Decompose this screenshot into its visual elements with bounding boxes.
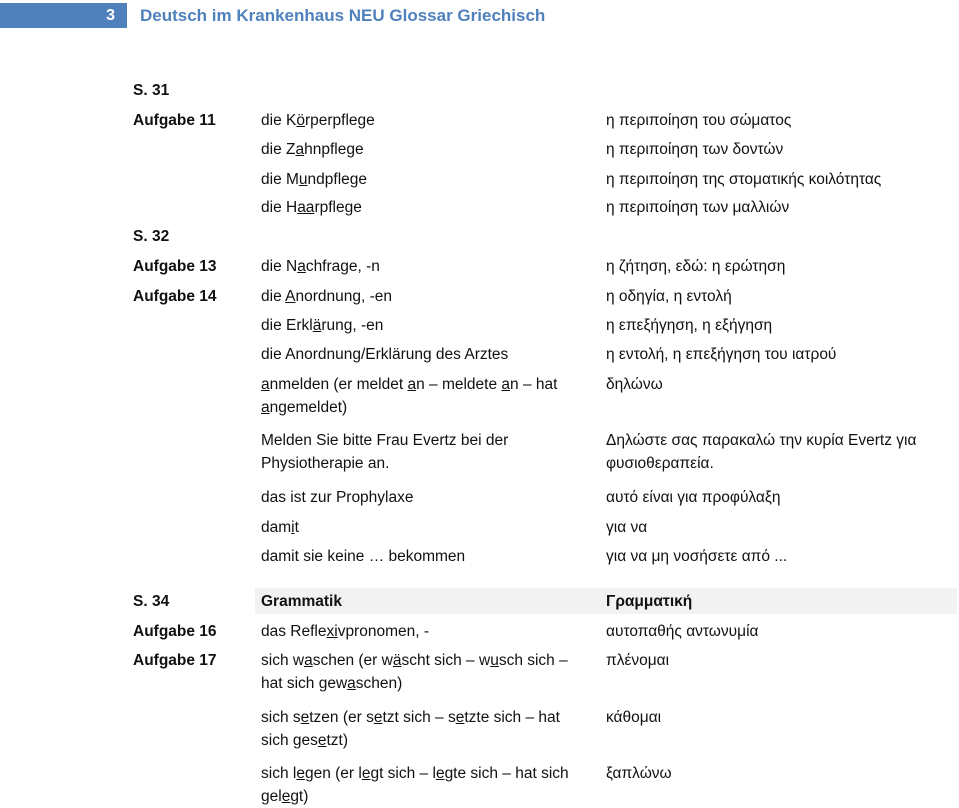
german-term: die Zahnpflege xyxy=(261,141,364,158)
page-number: 3 xyxy=(0,3,127,28)
greek-translation: για να μη νοσήσετε από ... xyxy=(606,548,788,565)
greek-translation: η εντολή, η επεξήγηση του ιατρού xyxy=(606,346,837,363)
german-term: das ist zur Prophylaxe xyxy=(261,489,414,506)
section-label: S. 31 xyxy=(133,82,170,99)
greek-translation: η οδηγία, η εντολή xyxy=(606,288,732,305)
german-term: damit sie keine … bekommen xyxy=(261,548,466,565)
greek-translation: ξαπλώνω xyxy=(606,765,672,782)
german-term: die Haarpflege xyxy=(261,199,362,216)
greek-translation: κάθομαι xyxy=(606,709,662,726)
german-term: die Nachfrage, -n xyxy=(261,258,380,275)
german-term: die Körperpflege xyxy=(261,112,375,129)
greek-translation: η ζήτηση, εδώ: η ερώτηση xyxy=(606,258,786,275)
grammar-heading-greek: Γραμματική xyxy=(606,593,693,610)
german-term: die Anordnung/Erklärung des Arztes xyxy=(261,346,509,363)
exercise-label: Aufgabe 17 xyxy=(133,652,217,669)
section-label: S. 32 xyxy=(133,228,170,245)
greek-translation: η περιποίηση του σώματος xyxy=(606,112,792,129)
exercise-label: Aufgabe 16 xyxy=(133,623,217,640)
section-label: S. 34 xyxy=(133,593,170,610)
greek-translation: η επεξήγηση, η εξήγηση xyxy=(606,317,773,334)
german-term: die Mundpflege xyxy=(261,171,368,188)
greek-translation: η περιποίηση της στοματικής κοιλότητας xyxy=(606,171,882,188)
exercise-label: Aufgabe 11 xyxy=(133,112,216,129)
greek-translation: πλένομαι xyxy=(606,652,670,669)
document-header xyxy=(0,3,560,28)
german-term: sich setzen (er setzt sich – setzte sich – hat sich gesetzt) xyxy=(261,709,560,749)
german-term: anmelden (er meldet an – meldete an – hat angemeldet) xyxy=(261,376,558,416)
exercise-label: Aufgabe 14 xyxy=(133,288,217,305)
greek-translation: αυτοπαθής αντωνυμία xyxy=(606,623,759,640)
german-term: sich waschen (er wäscht sich – wusch sich – hat sich gewaschen) xyxy=(261,652,568,692)
german-term: damit xyxy=(261,519,299,536)
german-term: die Anordnung, -en xyxy=(261,288,393,305)
grammar-heading-german: Grammatik xyxy=(261,593,342,610)
greek-translation: Δηλώστε σας παρακαλώ την κυρία Evertz για φυσιοθεραπεία. xyxy=(606,432,917,472)
exercise-label: Aufgabe 13 xyxy=(133,258,217,275)
greek-translation: αυτό είναι για προφύλαξη xyxy=(606,489,781,506)
german-term: Melden Sie bitte Frau Evertz bei der Physiotherapie an. xyxy=(261,432,509,472)
greek-translation: δηλώνω xyxy=(606,376,663,393)
german-term: sich legen (er legt sich – legte sich – hat sich gelegt) xyxy=(261,765,569,805)
german-term: die Erklärung, -en xyxy=(261,317,384,334)
greek-translation: για να xyxy=(606,519,648,536)
greek-translation: η περιποίηση των δοντών xyxy=(606,141,784,158)
german-term: das Reflexivpronomen, - xyxy=(261,623,430,640)
greek-translation: η περιποίηση των μαλλιών xyxy=(606,199,790,216)
document-title: Deutsch im Krankenhaus NEU Glossar Griechisch xyxy=(140,6,546,25)
